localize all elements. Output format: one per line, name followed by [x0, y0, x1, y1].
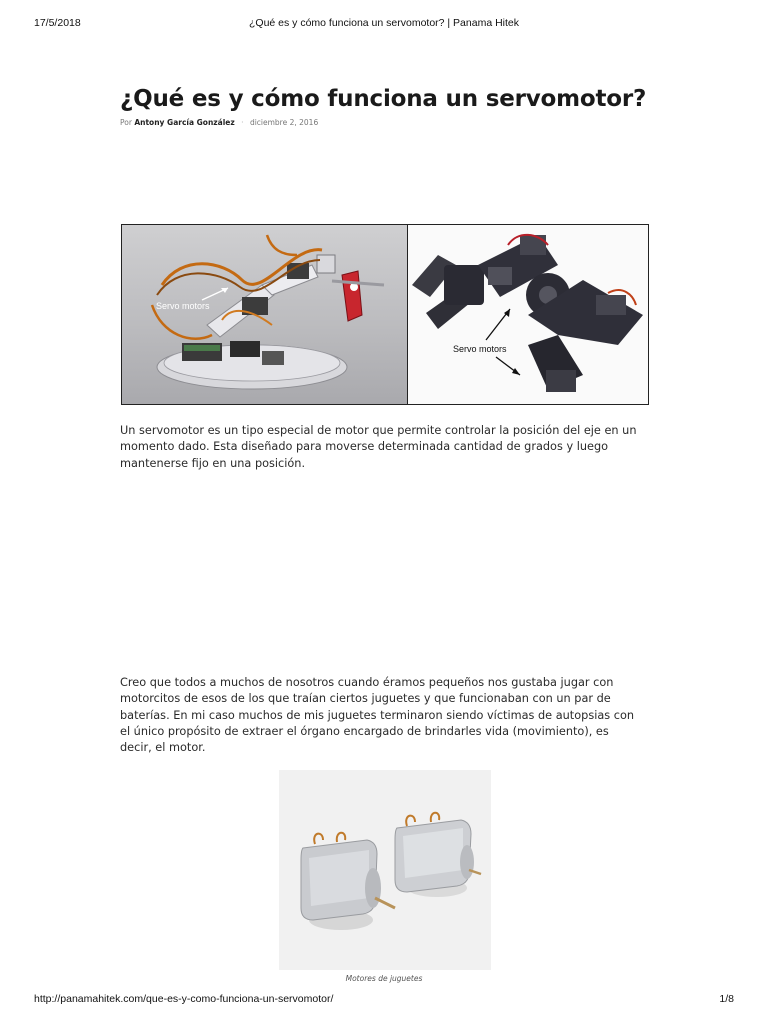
- toys-paragraph: Creo que todos a muchos de nosotros cuando éramos pequeños nos gustaba jugar con motorcitos de esos de los que traían ciertos juguetes y que funcionaban con un par de baterías. En mi caso muchos de mis juguetes terminaron siendo víctimas de autopsias con el único propósito de extraer el órgano encargado de brindarles vida (movimiento), es decir, el motor.: [120, 676, 635, 755]
- page-url[interactable]: http://panamahitek.com/que-es-y-como-funciona-un-servomotor/: [34, 993, 334, 1005]
- toy-motors-caption: Motores de juguetes: [345, 974, 423, 983]
- article-title: ¿Qué es y cómo funciona un servomotor?: [120, 86, 647, 112]
- author-link[interactable]: Antony García González: [134, 118, 235, 127]
- intro-paragraph: Un servomotor es un tipo especial de motor que permite controlar la posición del eje en un momento dado. Esta diseñado para moverse determinada cantidad de grados y luego mantenerse fijo en una posición.: [120, 424, 637, 470]
- toy-motors-image: [279, 770, 491, 970]
- page-number: 1/8: [719, 993, 734, 1005]
- print-document-title: ¿Qué es y cómo funciona un servomotor? | Panama Hitek: [248, 17, 520, 29]
- toy-motors-illustration: [279, 770, 491, 970]
- article-meta: [120, 118, 318, 127]
- black-robot-arm-image: [408, 225, 648, 404]
- acrylic-robot-arm-illustration: [122, 225, 407, 404]
- meta-separator: ·: [241, 118, 244, 127]
- left-image-label: Servo motors: [156, 301, 210, 311]
- publish-date: diciembre 2, 2016: [249, 118, 319, 127]
- by-label: Por: [120, 118, 132, 127]
- right-image-label: Servo motors: [453, 344, 507, 354]
- acrylic-robot-arm-image: [122, 225, 408, 404]
- servo-robots-figure: [121, 224, 649, 405]
- print-date: 17/5/2018: [34, 17, 81, 29]
- black-robot-arm-illustration: [408, 225, 648, 404]
